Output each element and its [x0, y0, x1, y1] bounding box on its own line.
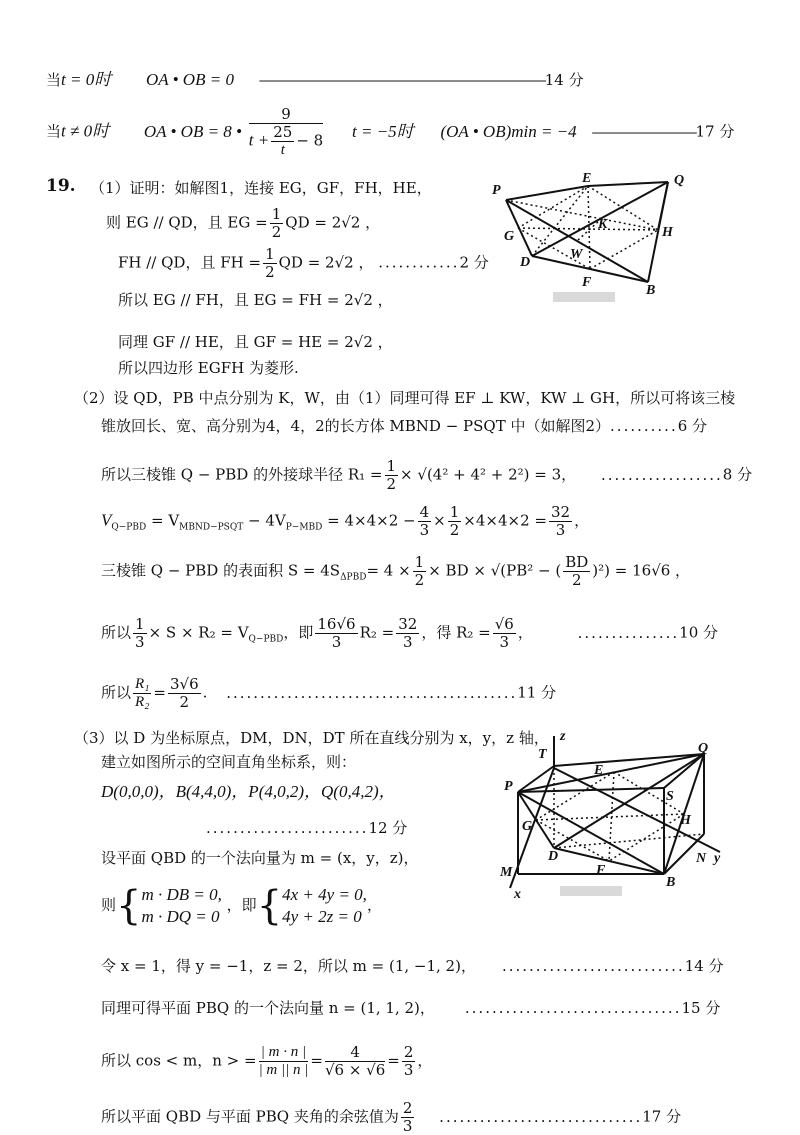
part1-line5: 同理 GF // HE，且 GF = HE = 2√2 ， [118, 333, 393, 351]
part3-line2: 建立如图所示的空间直角坐标系，则： [101, 753, 357, 771]
fig2-label: S [666, 789, 674, 804]
fig2-label: E [594, 763, 604, 778]
part1-line6: 所以四边形 EGFH 为菱形. [118, 359, 299, 377]
blurred-caption [560, 886, 622, 896]
part2-line5: 三棱锥 Q − PBD 的表面积 $S = 4S_{\Delta PBD}= 4$ × $\frac{1}{2}$ × BD × √(PB² − ( $\frac{BD}{2}$ )²) = 16√6 ， [101, 553, 691, 589]
question-number: 19. [46, 176, 76, 196]
part1-intro: （1）证明：如解图1，连接 EG，GF，FH，HE， [90, 179, 432, 197]
fig2-label: G [522, 819, 533, 834]
fig2-label: T [538, 747, 547, 762]
part2-line7: 所以 $\frac{\text{R₁}}{\text{R₂}}$ = $\frac{3√6}{2}$ . ...........................................11 分 [101, 675, 557, 711]
fig2-label: Q [698, 741, 709, 756]
line-t-nonzero: 当t ≠ 0时 OA • OB = 8 • 9 t + $\frac{25}{t}$ − 8 t = −5时 (OA • OB)min = −4 ————————17 分 [46, 105, 735, 158]
fig1-label: W [570, 247, 583, 262]
part3-system: 则{m · DB = 0, m · DQ = 0 ，即{4x + 4y = 0, 4y + 2z = 0， [101, 883, 382, 929]
fig2-label: P [504, 779, 513, 794]
part3-line10: 所以平面 QBD 与平面 PBQ 夹角的余弦值为 $\frac{2}{3}$ ..............................17 分 [101, 1099, 682, 1135]
dot-product-expr: OA • OB = 0 [146, 70, 234, 89]
part3-line9: 所以 cos < m，n > = $\frac{| m \cdot n |}{| m || n |}$ = $\frac{4}{√6 \times √6}$ = $\frac{2}{3}$ ， [101, 1043, 433, 1079]
fig1-label: G [504, 229, 515, 244]
part3-line4: ........................12 分 [206, 819, 408, 837]
fig1-label: D [520, 255, 531, 270]
fig1-label: P [492, 183, 501, 198]
part3-line7: 令 x = 1，得 y = −1，z = 2，所以 m = (1, −1, 2)， ...........................14 分 [101, 957, 724, 975]
fig2-label: D [548, 849, 559, 864]
part3-line8: 同理可得平面 PBQ 的一个法向量 n = (1, 1, 2)， ................................15 分 [101, 999, 721, 1017]
fig2-label: B [666, 875, 676, 890]
figure-1-pyramid [488, 170, 698, 300]
fig2-label: F [596, 863, 606, 878]
fig1-label: F [582, 275, 592, 290]
part1-line4: 所以 EG // FH，且 EG = FH = 2√2 ， [118, 291, 393, 309]
part3-coords: D(0,0,0)，B(4,4,0)，P(4,0,2)，Q(0,4,2)， [101, 782, 396, 801]
fig2-label: y [714, 851, 721, 866]
fig2-label: z [560, 729, 566, 744]
part1-line3: FH // QD，且 FH = $\frac{1}{2}$ QD = 2√2 ， ............2 分 [118, 245, 489, 281]
part2-line3: 所以三棱锥 Q − PBD 的外接球半径 R₁ = $\frac{1}{2}$ × √(4² + 4² + 2²) = 3， ..................8 分 [101, 457, 753, 493]
part2-line6: 所以 $\frac{1}{3}$ × $S \times R_2 = V_{Q-PBD}$，即 $\frac{16√6}{3}$ R₂ = $\frac{32}{3}$ ，得 R₂ = $\frac{√6}{3}$ ， ...............10 分 [101, 615, 719, 651]
part3-line1: （3）以 D 为坐标原点，DM，DN，DT 所在直线分别为 x，y，z 轴， [74, 729, 549, 747]
part3-line5: 设平面 QBD 的一个法向量为 m = (x，y，z)， [101, 849, 419, 867]
fig1-label: E [582, 171, 592, 186]
fig1-label: B [646, 283, 656, 298]
fig1-label: K [598, 217, 608, 232]
part2-line4: $V_{Q-PBD} = V_{MBND-PSQT} - 4V_{P-MBD} = 4\times 4\times 2$ − $\frac{4}{3}$ × $\frac{1}{2}$ ×4×4×2 = $\frac{32}{3}$ ， [101, 503, 590, 539]
fig2-label: N [696, 851, 707, 866]
line-t-zero: 当t = 0时 OA • OB = 0 ——————————————————————14 分 [46, 70, 584, 89]
blurred-caption [553, 292, 615, 302]
fig2-label: x [514, 887, 521, 900]
fig1-label: H [662, 225, 673, 240]
fig1-label: Q [674, 173, 685, 188]
score: 14 分 [544, 71, 584, 89]
part2-line2: 锥放回长、宽、高分别为4，4，2的长方体 MBND − PSQT 中（如解图2）..........6 分 [101, 417, 708, 435]
part1-line2: 则 EG // QD，且 EG = $\frac{1}{2}$ QD = 2√2 ， [106, 205, 381, 241]
figure-2-cuboid [494, 728, 734, 900]
part2-line1: （2）设 QD，PB 中点分别为 K，W，由（1）同理可得 EF ⊥ KW，KW ⊥ GH，所以可将该三棱 [74, 389, 736, 407]
fig2-label: H [680, 813, 691, 828]
fig2-label: M [500, 865, 513, 880]
